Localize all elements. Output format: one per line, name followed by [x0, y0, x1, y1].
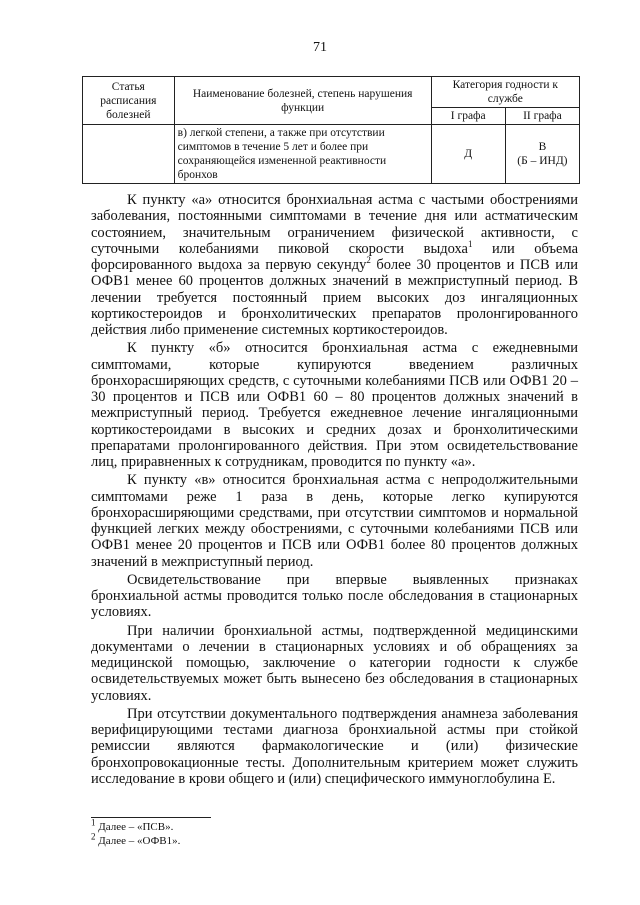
footnote-ref-2: 2 — [366, 255, 371, 266]
footnote-2-mark: 2 — [91, 831, 96, 842]
header-disease-name: Наименование болезней, степень нарушения функции — [174, 77, 431, 125]
page-number: 71 — [313, 40, 327, 55]
fitness-category-table — [82, 76, 580, 184]
paragraph-a-text-2: или объема форсированного выдоха за первую секунду — [91, 240, 578, 273]
footnote-ref-1: 1 — [467, 238, 473, 249]
paragraph-a-text-3: более 30 процентов и ПСВ или ОФВ1 менее 60 процентов должных значений в межприступный период. В лечении требуется постоянный прием высоких доз ингаляционных кортикостероидов и бронхолитических препаратов пролонгированного действия либо применение системных кортикостероидов. — [91, 257, 578, 338]
paragraph-documented-asthma: При наличии бронхиальной астмы, подтвержденной медицинскими документами о лечении в стационарных условиях и об обращениях за медицинской помощью, заключение о категории годности к службе освидетельствуемых может быть вынесено без обследования в стационарных условиях. — [91, 622, 578, 704]
paragraph-verification-tests: При отсутствии документального подтверждения анамнеза заболевания верифицирующими тестами диагноза бронхиальной астмы при стойкой ремиссии являются фармакологические и (или) физические бронхопровокационные тесты. Дополнительным критерием может служить исследование в крови общего и (или) специфического иммуноглобулина Е. — [91, 705, 578, 787]
table-row — [83, 125, 580, 184]
paragraph-a-text-1: К пункту «а» относится бронхиальная астма с частыми обострениями заболевания, постоянными симптомами в течение дня или астматическим состоянием, значительным ограничением физической активности, с суточными колебаниями пиковой скорости выдоха — [91, 192, 578, 257]
paragraph-item-a — [91, 192, 578, 338]
paragraph-item-b: К пункту «б» относится бронхиальная астма с ежедневными симптомами, которые купируются введением различных бронхорасширяющих средств, с суточными колебаниями ПСВ или ОФВ1 20 – 30 процентов и ПСВ или ОФВ1 60 – 80 процентов должных значений в межприступный период. Требуется ежедневное лечение ингаляционными кортикостероидами в высоких и средних дозах и бронхолитическими препаратами пролонгированного действия. При этом освидетельствование лиц, приравненных к сотрудникам, проводится по пункту «а». — [91, 340, 578, 470]
row-grade-2 — [505, 125, 579, 184]
footnote-divider — [91, 817, 211, 818]
row-disease-description: в) легкой степени, а также при отсутствии симптомов в течение 5 лет и более при сохраняющейся измененной реактивности бронхов — [174, 125, 431, 184]
row-article — [83, 125, 175, 184]
footnote-2-text: Далее – «ОФВ1». — [95, 835, 181, 847]
document-body — [91, 192, 578, 787]
header-column-1: I графа — [431, 108, 505, 125]
table-header-row — [83, 77, 580, 108]
header-column-2: II графа — [505, 108, 579, 125]
row-grade-2-line-2: (Б – ИНД) — [517, 155, 568, 167]
footnote-1-text: Далее – «ПСВ». — [95, 821, 174, 833]
header-category: Категория годности к службе — [431, 77, 579, 108]
row-grade-2-line-1: В — [538, 141, 547, 153]
paragraph-item-v: К пункту «в» относится бронхиальная астма с непродолжительными симптомами реже 1 раза в день, которые легко купируются бронхорасширяющими средствами, при отсутствии симптомов и нормальной функцией легких между обострениями, с суточными колебаниями ПСВ или ОФВ1 менее 20 процентов и ПСВ или ОФВ1 более 80 процентов должных значений в межприступный период. — [91, 472, 578, 570]
header-article: Статья расписания болезней — [83, 77, 175, 125]
row-grade-1: Д — [431, 125, 505, 184]
footnote-1-mark: 1 — [91, 817, 96, 828]
footnote-2 — [91, 831, 391, 848]
footnotes — [91, 817, 391, 848]
paragraph-first-detection: Освидетельствование при впервые выявленных признаках бронхиальной астмы проводится только после обследования в стационарных условиях. — [91, 571, 578, 621]
footnote-1 — [91, 817, 391, 834]
